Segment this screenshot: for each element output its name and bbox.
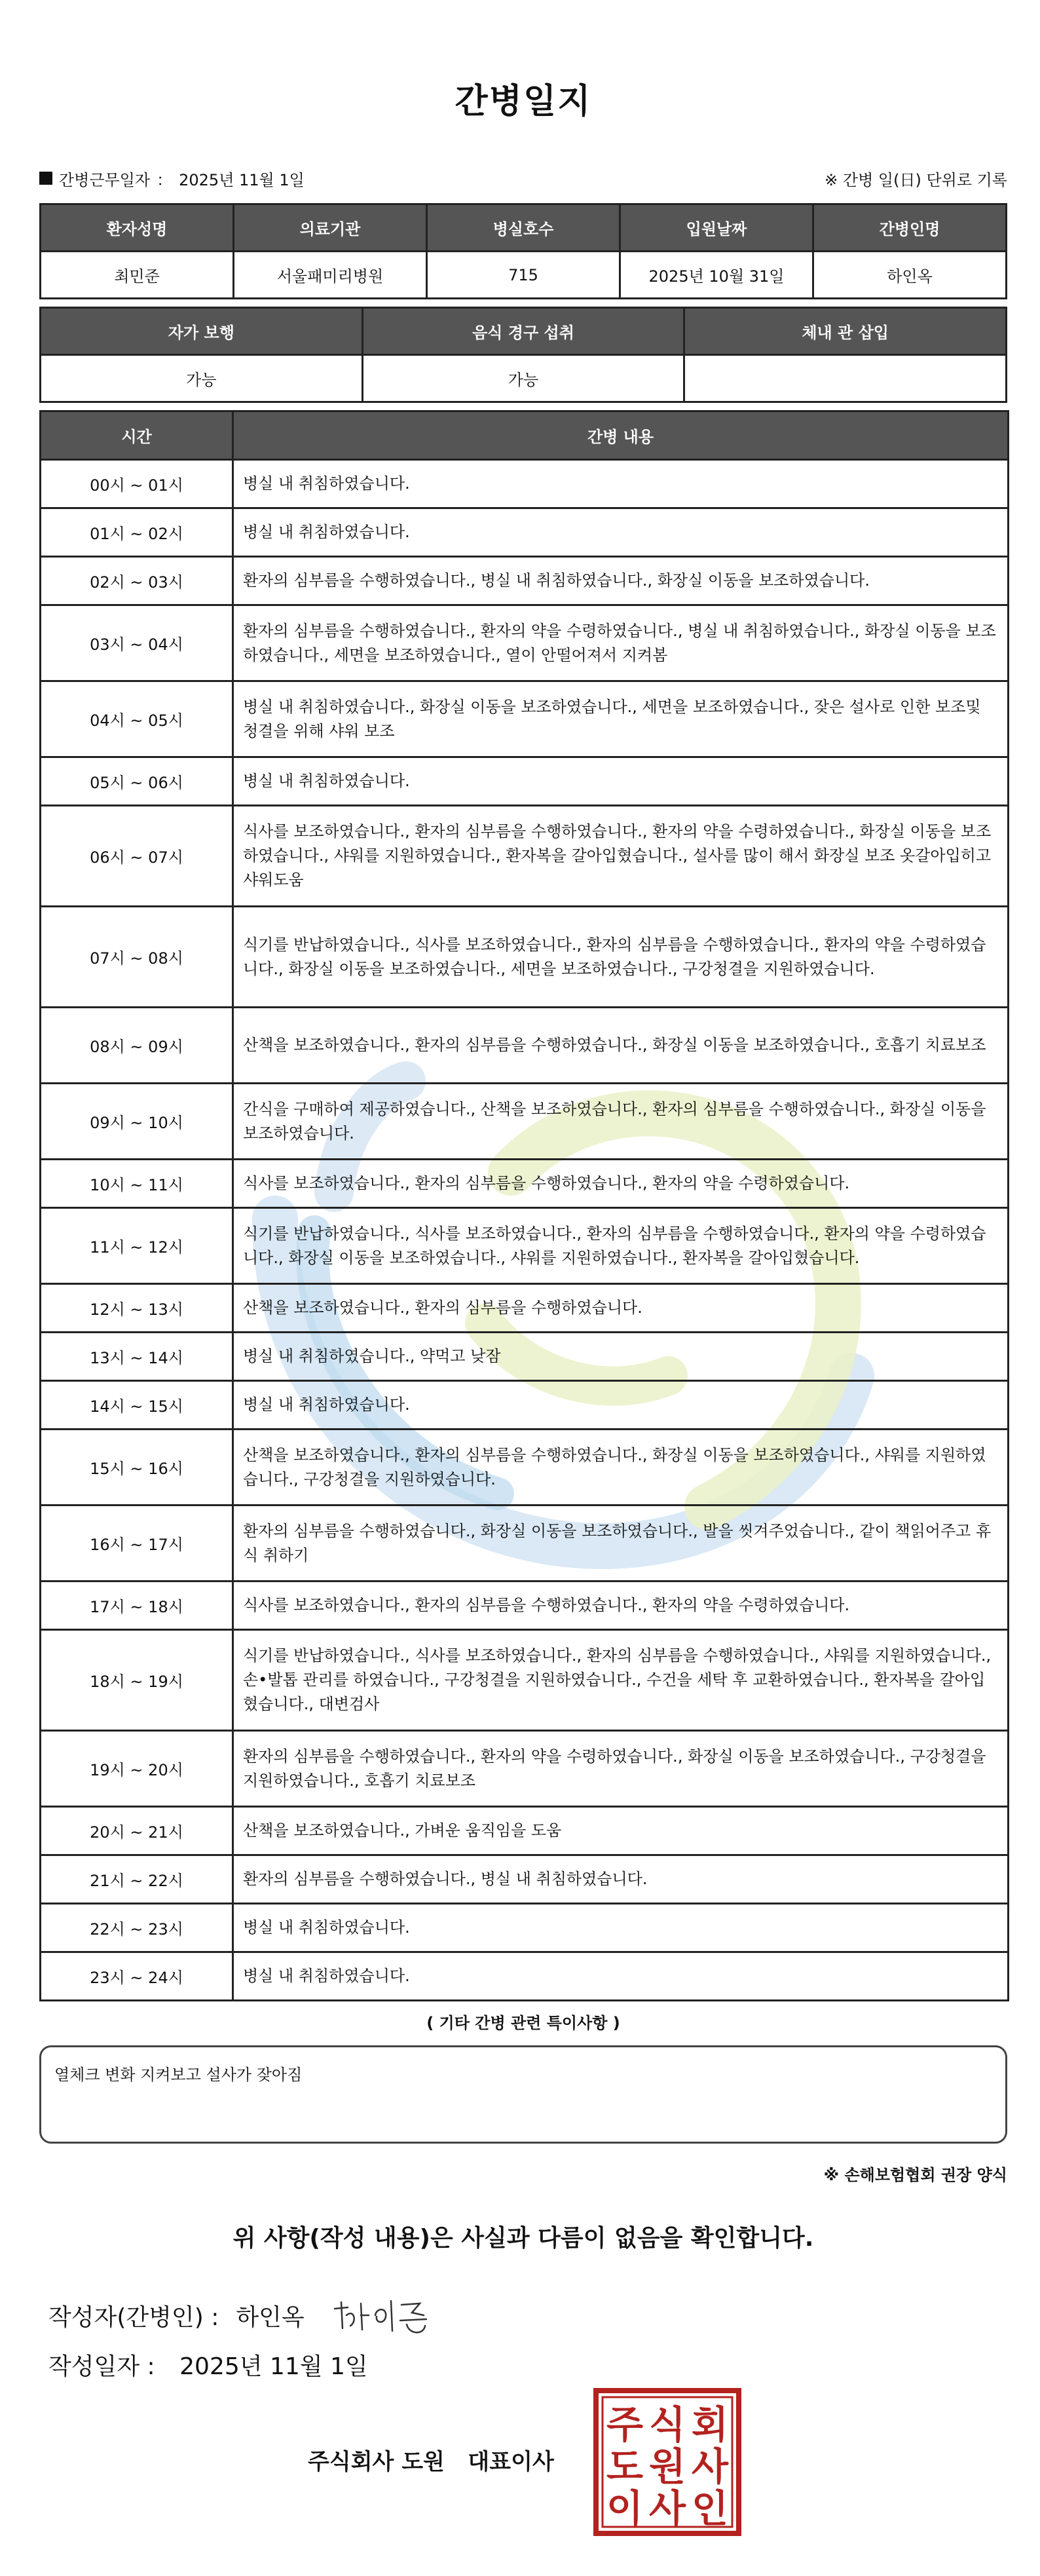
row-content: 환자의 심부름을 수행하였습니다., 환자의 약을 수령하였습니다., 병실 내 취침하였습니다., 화장실 이동을 보조하였습니다., 세면을 보조하였습니다., 열이 안떨어져서 지켜봄 bbox=[233, 605, 1009, 681]
svg-text:인: 인 bbox=[691, 2486, 729, 2531]
company-name: 주식회사 도원 대표이사 bbox=[308, 2449, 554, 2475]
row-content: 환자의 심부름을 수행하였습니다., 화장실 이동을 보조하였습니다., 발을 씻겨주었습니다., 같이 책읽어주고 휴식 취하기 bbox=[233, 1506, 1009, 1582]
table-row bbox=[41, 907, 1009, 1008]
tube-insertion bbox=[684, 355, 1007, 402]
table-row bbox=[41, 1381, 1009, 1430]
header-care-content: 간병 내용 bbox=[233, 411, 1009, 460]
confirm-statement: 위 사항(작성 내용)은 사실과 다름이 없음을 확인합니다. bbox=[232, 2225, 814, 2252]
row-time: 11시 ~ 12시 bbox=[41, 1208, 233, 1284]
row-time: 01시 ~ 02시 bbox=[41, 508, 233, 557]
meta-row bbox=[39, 165, 1007, 191]
row-time: 23시 ~ 24시 bbox=[41, 1952, 233, 2001]
header-admission-date: 입원날짜 bbox=[620, 204, 813, 252]
table-row bbox=[41, 1807, 1009, 1855]
header-oral-intake: 음식 경구 섭취 bbox=[362, 308, 684, 355]
header-room: 병실호수 bbox=[427, 204, 620, 252]
work-date bbox=[39, 167, 305, 190]
row-time: 08시 ~ 09시 bbox=[41, 1008, 233, 1084]
row-time: 17시 ~ 18시 bbox=[41, 1582, 233, 1630]
row-time: 16시 ~ 17시 bbox=[41, 1506, 233, 1582]
header-self-walking: 자가 보행 bbox=[41, 308, 363, 355]
header-time: 시간 bbox=[41, 411, 233, 460]
table-row bbox=[41, 806, 1009, 907]
header-tube-insertion: 체내 관 삽입 bbox=[684, 308, 1007, 355]
row-content: 산책을 보조하였습니다., 가벼운 움직임을 도움 bbox=[233, 1807, 1009, 1855]
care-diary-page bbox=[39, 0, 1007, 2576]
table-row bbox=[41, 681, 1009, 757]
row-content: 식사를 보조하였습니다., 환자의 심부름을 수행하였습니다., 환자의 약을 수령하였습니다., 화장실 이동을 보조하였습니다., 샤워를 지원하였습니다., 환자복을 갈아입혔습니다., 설사를 많이 해서 화장실 보조 옷갈아입히고 샤워도움 bbox=[233, 806, 1009, 907]
row-time: 21시 ~ 22시 bbox=[41, 1855, 233, 1904]
row-content: 산책을 보조하였습니다., 환자의 심부름을 수행하였습니다., 화장실 이동을 보조하였습니다., 샤워를 지원하였습니다., 구강청결을 지원하였습니다. bbox=[233, 1430, 1009, 1506]
row-content: 병실 내 취침하였습니다. bbox=[233, 1381, 1009, 1430]
svg-text:사: 사 bbox=[648, 2486, 686, 2531]
notes-text: 열체크 변화 지켜보고 설사가 잦아짐 bbox=[54, 2066, 303, 2084]
table-row bbox=[41, 1008, 1009, 1084]
table-row bbox=[41, 508, 1009, 557]
row-content: 병실 내 취침하였습니다., 화장실 이동을 보조하였습니다., 세면을 보조하였습니다., 잦은 설사로 인한 보조및 청결을 위해 샤워 보조 bbox=[233, 681, 1009, 757]
written-date-value: 2025년 11월 1일 bbox=[179, 2353, 368, 2380]
svg-text:사: 사 bbox=[691, 2444, 729, 2489]
row-time: 13시 ~ 14시 bbox=[41, 1333, 233, 1381]
table-row bbox=[41, 1630, 1009, 1731]
table-row bbox=[41, 557, 1009, 605]
row-time: 04시 ~ 05시 bbox=[41, 681, 233, 757]
table-row bbox=[41, 460, 1009, 508]
self-walking: 가능 bbox=[41, 355, 363, 402]
table-row bbox=[41, 605, 1009, 681]
row-content: 환자의 심부름을 수행하였습니다., 병실 내 취침하였습니다. bbox=[233, 1855, 1009, 1904]
row-content: 병실 내 취침하였습니다. bbox=[233, 460, 1009, 508]
separator: ： bbox=[157, 170, 173, 189]
row-content: 식기를 반납하였습니다., 식사를 보조하였습니다., 환자의 심부름을 수행하였습니다., 환자의 약을 수령하였습니다., 화장실 이동을 보조하였습니다., 샤워를 지원하였습니다., 환자복을 갈아입혔습니다. bbox=[233, 1208, 1009, 1284]
row-content: 식기를 반납하였습니다., 식사를 보조하였습니다., 환자의 심부름을 수행하였습니다., 환자의 약을 수령하였습니다., 화장실 이동을 보조하였습니다., 세면을 보조하였습니다., 구강청결을 지원하였습니다. bbox=[233, 907, 1009, 1008]
table-row bbox=[41, 1208, 1009, 1284]
svg-text:주: 주 bbox=[606, 2402, 644, 2447]
header-patient-name: 환자성명 bbox=[41, 204, 234, 252]
work-date-label: 간병근무일자 bbox=[59, 170, 151, 189]
unit-note: ※ 간병 일(日) 단위로 기록 bbox=[825, 170, 1007, 189]
row-time: 12시 ~ 13시 bbox=[41, 1284, 233, 1333]
row-time: 19시 ~ 20시 bbox=[41, 1731, 233, 1807]
oral-intake: 가능 bbox=[362, 355, 684, 402]
row-time: 18시 ~ 19시 bbox=[41, 1630, 233, 1731]
table-row bbox=[41, 1582, 1009, 1630]
row-content: 병실 내 취침하였습니다. bbox=[233, 757, 1009, 806]
table-row bbox=[41, 1855, 1009, 1904]
condition-table bbox=[39, 307, 1007, 403]
care-log-table bbox=[39, 410, 1009, 2001]
written-date-line bbox=[48, 2348, 368, 2381]
square-bullet-icon bbox=[39, 172, 52, 185]
handwritten-signature bbox=[328, 2289, 433, 2341]
row-content: 간식을 구매하여 제공하였습니다., 산책을 보조하였습니다., 환자의 심부름을 수행하였습니다., 화장실 이동을 보조하였습니다. bbox=[233, 1084, 1009, 1160]
table-row bbox=[41, 1731, 1009, 1807]
table-row bbox=[41, 1430, 1009, 1506]
table-row bbox=[41, 1952, 1009, 2001]
header-hospital: 의료기관 bbox=[234, 204, 427, 252]
header-caregiver: 간병인명 bbox=[813, 204, 1007, 252]
row-content: 환자의 심부름을 수행하였습니다., 환자의 약을 수령하였습니다., 화장실 이동을 보조하였습니다., 구강청결을 지원하였습니다., 호흡기 치료보조 bbox=[233, 1731, 1009, 1807]
svg-text:회: 회 bbox=[691, 2402, 729, 2447]
row-content: 산책을 보조하였습니다., 환자의 심부름을 수행하였습니다., 화장실 이동을 보조하였습니다., 호흡기 치료보조 bbox=[233, 1008, 1009, 1084]
svg-text:원: 원 bbox=[648, 2444, 686, 2489]
row-content: 병실 내 취침하였습니다. bbox=[233, 508, 1009, 557]
notes-title: ( 기타 간병 관련 특이사항 ) bbox=[426, 2014, 620, 2032]
row-content: 병실 내 취침하였습니다. bbox=[233, 1904, 1009, 1952]
row-content: 식기를 반납하였습니다., 식사를 보조하였습니다., 환자의 심부름을 수행하였습니다., 샤워를 지원하였습니다., 손•발톱 관리를 하였습니다., 구강청결을 지원하였습니다., 수건을 세탁 후 교환하였습니다., 환자복을 갈아입혔습니다., 대변검사 bbox=[233, 1630, 1009, 1731]
row-content: 환자의 심부름을 수행하였습니다., 병실 내 취침하였습니다., 화장실 이동을 보조하였습니다. bbox=[233, 557, 1009, 605]
svg-text:이: 이 bbox=[606, 2486, 644, 2531]
writer-label: 작성자(간병인) : bbox=[48, 2303, 219, 2331]
caregiver-name: 하인옥 bbox=[813, 252, 1007, 299]
row-content: 산책을 보조하였습니다., 환자의 심부름을 수행하였습니다. bbox=[233, 1284, 1009, 1333]
row-time: 00시 ~ 01시 bbox=[41, 460, 233, 508]
row-time: 20시 ~ 21시 bbox=[41, 1807, 233, 1855]
row-time: 02시 ~ 03시 bbox=[41, 557, 233, 605]
table-row bbox=[41, 1284, 1009, 1333]
svg-text:식: 식 bbox=[648, 2402, 686, 2447]
row-content: 식사를 보조하였습니다., 환자의 심부름을 수행하였습니다., 환자의 약을 수령하였습니다. bbox=[233, 1160, 1009, 1208]
row-content: 병실 내 취침하였습니다., 약먹고 낮잠 bbox=[233, 1333, 1009, 1381]
row-time: 14시 ~ 15시 bbox=[41, 1381, 233, 1430]
admission-date: 2025년 10월 31일 bbox=[620, 252, 813, 299]
row-time: 06시 ~ 07시 bbox=[41, 806, 233, 907]
patient-info-table bbox=[39, 203, 1007, 299]
table-row bbox=[41, 1160, 1009, 1208]
page-title: 간병일지 bbox=[455, 82, 592, 121]
writer-name: 하인옥 bbox=[236, 2303, 305, 2331]
table-row bbox=[41, 1084, 1009, 1160]
room-number: 715 bbox=[427, 252, 620, 299]
table-row bbox=[41, 757, 1009, 806]
notes-box bbox=[39, 2045, 1007, 2144]
table-row bbox=[41, 1506, 1009, 1582]
row-time: 03시 ~ 04시 bbox=[41, 605, 233, 681]
row-content: 병실 내 취침하였습니다. bbox=[233, 1952, 1009, 2001]
row-time: 09시 ~ 10시 bbox=[41, 1084, 233, 1160]
svg-text:도: 도 bbox=[606, 2444, 644, 2489]
patient-name: 최민준 bbox=[41, 252, 234, 299]
work-date-value: 2025년 11월 1일 bbox=[179, 170, 305, 189]
row-time: 05시 ~ 06시 bbox=[41, 757, 233, 806]
row-time: 22시 ~ 23시 bbox=[41, 1904, 233, 1952]
written-date-label: 작성일자 : bbox=[48, 2353, 155, 2380]
row-content: 식사를 보조하였습니다., 환자의 심부름을 수행하였습니다., 환자의 약을 수령하였습니다. bbox=[233, 1582, 1009, 1630]
writer-line bbox=[48, 2289, 433, 2341]
table-row bbox=[41, 1904, 1009, 1952]
row-time: 07시 ~ 08시 bbox=[41, 907, 233, 1008]
row-time: 15시 ~ 16시 bbox=[41, 1430, 233, 1506]
recommend-note: ※ 손해보험협회 권장 양식 bbox=[823, 2166, 1007, 2184]
table-row bbox=[41, 1333, 1009, 1381]
hospital: 서울패미리병원 bbox=[234, 252, 427, 299]
company-seal bbox=[593, 2388, 741, 2536]
row-time: 10시 ~ 11시 bbox=[41, 1160, 233, 1208]
